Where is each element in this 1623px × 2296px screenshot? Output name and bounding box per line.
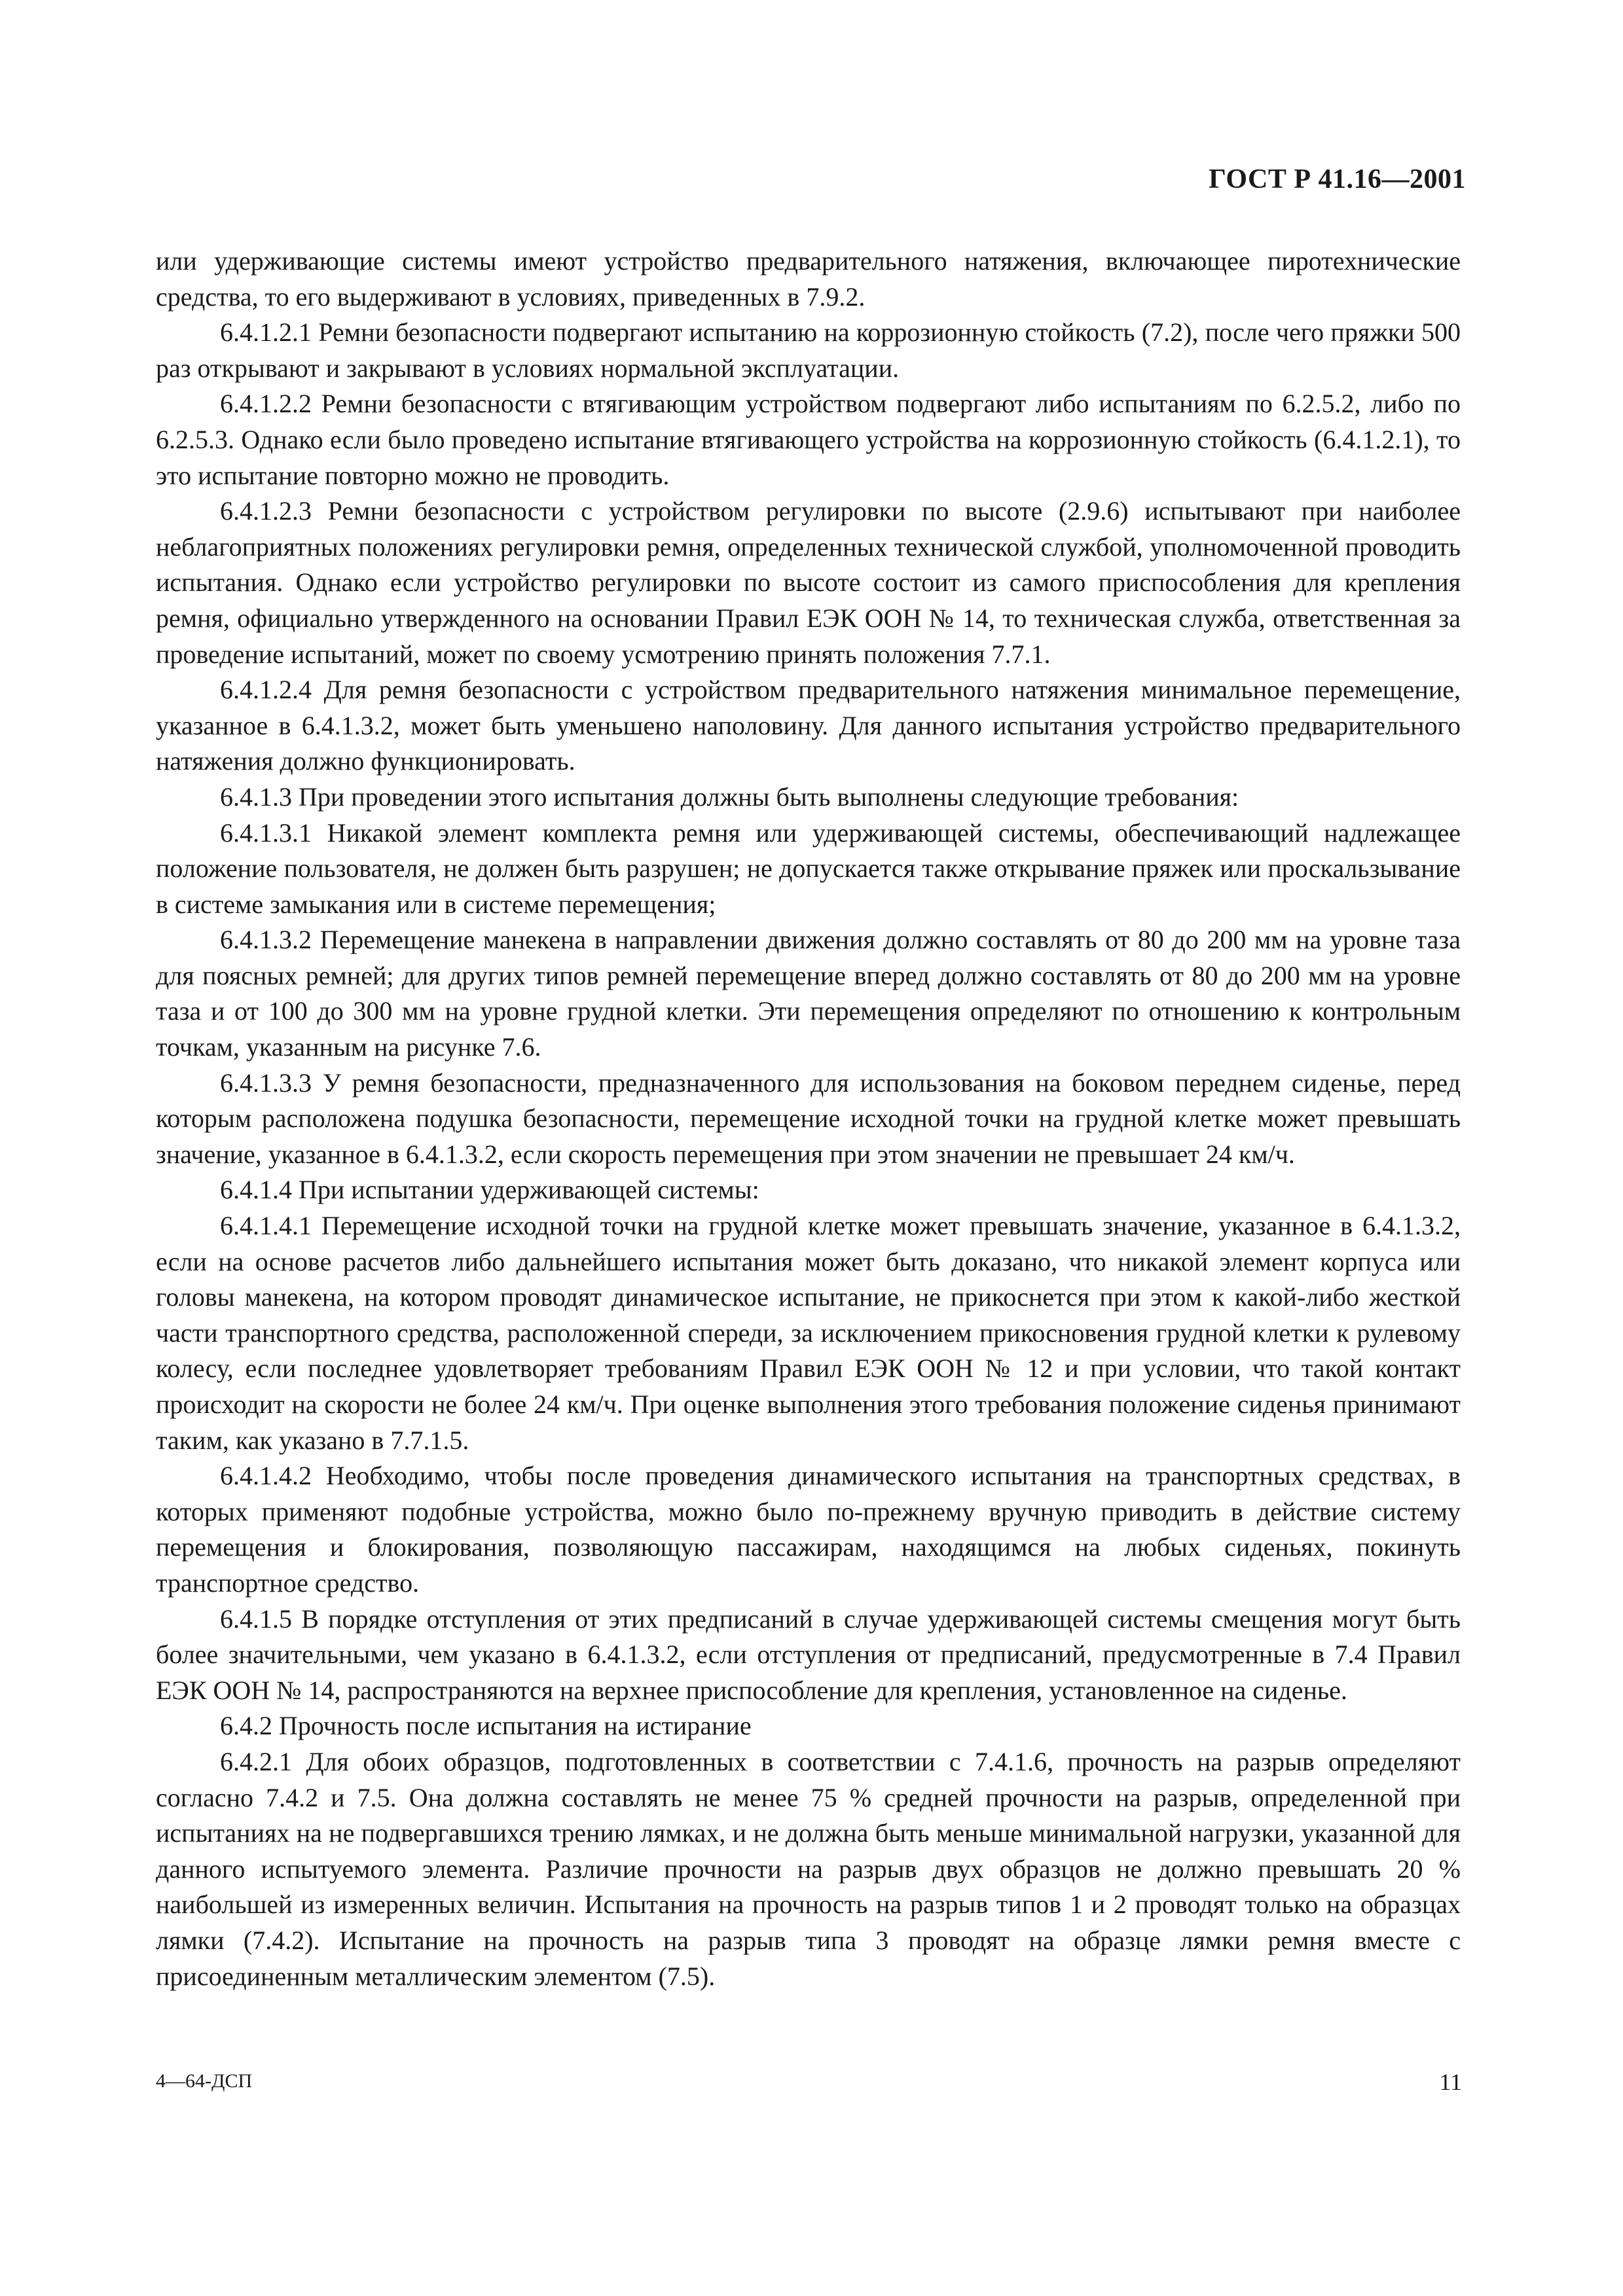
document-code-header: ГОСТ Р 41.16—2001 [1209,164,1466,194]
paragraph-6-4-1-4-2: 6.4.1.4.2 Необходимо, чтобы после проведения динамического испытания на транспортных средствах, в которых применяют подобные устройства, можно было по-прежнему вручную приводить в действие систему перемещения и блокирования, позволяющую пассажирам, находящимся на любых сиденьях, покинуть транспортное средство. [156,1461,1461,1598]
print-code: 4—64-ДСП [156,2070,253,2092]
paragraph-6-4-1-2-1: 6.4.1.2.1 Ремни безопасности подвергают испытанию на коррозионную стойкость (7.2), после чего пряжки 500 раз открывают и закрывают в условиях нормальной эксплуатации. [156,317,1461,383]
paragraph-6-4-1-5: 6.4.1.5 В порядке отступления от этих предписаний в случае удерживающей системы смещения могут быть более значительными, чем указано в 6.4.1.3.2, если отступления от предписаний, предусмотренные в 7.4 Правил ЕЭК ООН № 14, распространяются на верхнее приспособление для крепления, установленное на сиденье. [156,1604,1461,1705]
page-number: 11 [1439,2069,1462,2095]
paragraph-6-4-1-2-3: 6.4.1.2.3 Ремни безопасности с устройством регулировки по высоте (2.9.6) испытывают при наиболее неблагоприятных положениях регулировки ремня, определенных технической службой, уполномоченной проводить испытания. Однако если устройство регулировки по высоте состоит из самого приспособления для крепления ремня, официально утвержденного на основании Правил ЕЭК ООН № 14, то техническая служба, ответственная за проведение испытаний, может по своему усмотрению принять положения 7.7.1. [156,496,1461,669]
paragraph-6-4-1-3-3: 6.4.1.3.3 У ремня безопасности, предназначенного для использования на боковом переднем сиденье, перед которым расположена подушка безопасности, перемещение исходной точки на грудной клетке может превышать значение, указанное в 6.4.1.3.2, если скорость перемещения при этом значении не превышает 24 км/ч. [156,1067,1461,1169]
paragraph-6-4-1-3-2: 6.4.1.3.2 Перемещение манекена в направлении движения должно составлять от 80 до 200 мм на уровне таза для поясных ремней; для других типов ремней перемещение вперед должно составлять от 80 до 200 мм на уровне таза и от 100 до 300 мм на уровне грудной клетки. Эти перемещения определяют по отношению к контрольным точкам, указанным на рисунке 7.6. [156,925,1461,1062]
document-body [156,243,1461,1994]
paragraph-6-4-1-4-1: 6.4.1.4.1 Перемещение исходной точки на грудной клетке может превышать значение, указанное в 6.4.1.3.2, если на основе расчетов либо дальнейшего испытания может быть доказано, что никакой элемент корпуса или головы манекена, на котором проводят динамическое испытание, не прикоснется при этом к какой-либо жесткой части транспортного средства, расположенной спереди, за исключением прикосновения грудной клетки к рулевому колесу, если последнее удовлетворяет требованиям Правил ЕЭК ООН № 12 и при условии, что такой контакт происходит на скорости не более 24 км/ч. При оценке выполнения этого требования положение сиденья принимают таким, как указано в 7.7.1.5. [156,1211,1461,1455]
paragraph-6-4-1-4: 6.4.1.4 При испытании удерживающей системы: [220,1175,759,1205]
paragraph-6-4-1-3-1: 6.4.1.3.1 Никакой элемент комплекта ремня или удерживающей системы, обеспечивающий надлежащее положение пользователя, не должен быть разрушен; не допускается также открывание пряжек или проскальзывание в системе замыкания или в системе перемещения; [156,817,1461,919]
paragraph-6-4-2: 6.4.2 Прочность после испытания на истирание [220,1711,752,1741]
paragraph-6-4-1-3: 6.4.1.3 При проведении этого испытания должны быть выполнены следующие требования: [220,781,1239,812]
paragraph-6-4-1-2-4: 6.4.1.2.4 Для ремня безопасности с устройством предварительного натяжения минимальное перемещение, указанное в 6.4.1.3.2, может быть уменьшено наполовину. Для данного испытания устройство предварительного натяжения должно функционировать. [156,675,1461,776]
paragraph-continuation: или удерживающие системы имеют устройство предварительного натяжения, включающее пиротехнические средства, то его выдерживают в условиях, приведенных в 7.9.2. [156,246,1461,312]
paragraph-6-4-2-1: 6.4.2.1 Для обоих образцов, подготовленных в соответствии с 7.4.1.6, прочность на разрыв определяют согласно 7.4.2 и 7.5. Она должна составлять не менее 75 % средней прочности на разрыв, определенной при испытаниях на не подвергавшихся трению лямках, и не должна быть меньше минимальной нагрузки, указанной для данного испытуемого элемента. Различие прочности на разрыв двух образцов не должно превышать 20 % наибольшей из измеренных величин. Испытания на прочность на разрыв типов 1 и 2 проводят только на образцах лямки (7.4.2). Испытание на прочность на разрыв типа 3 проводят на образце лямки ремня вместе с присоединенным металлическим элементом (7.5). [156,1746,1461,1991]
paragraph-6-4-1-2-2: 6.4.1.2.2 Ремни безопасности с втягивающим устройством подвергают либо испытаниям по 6.2.5.2, либо по 6.2.5.3. Однако если было проведено испытание втягивающего устройства на коррозионную стойкость (6.4.1.2.1), то это испытание повторно можно не проводить. [156,389,1461,490]
